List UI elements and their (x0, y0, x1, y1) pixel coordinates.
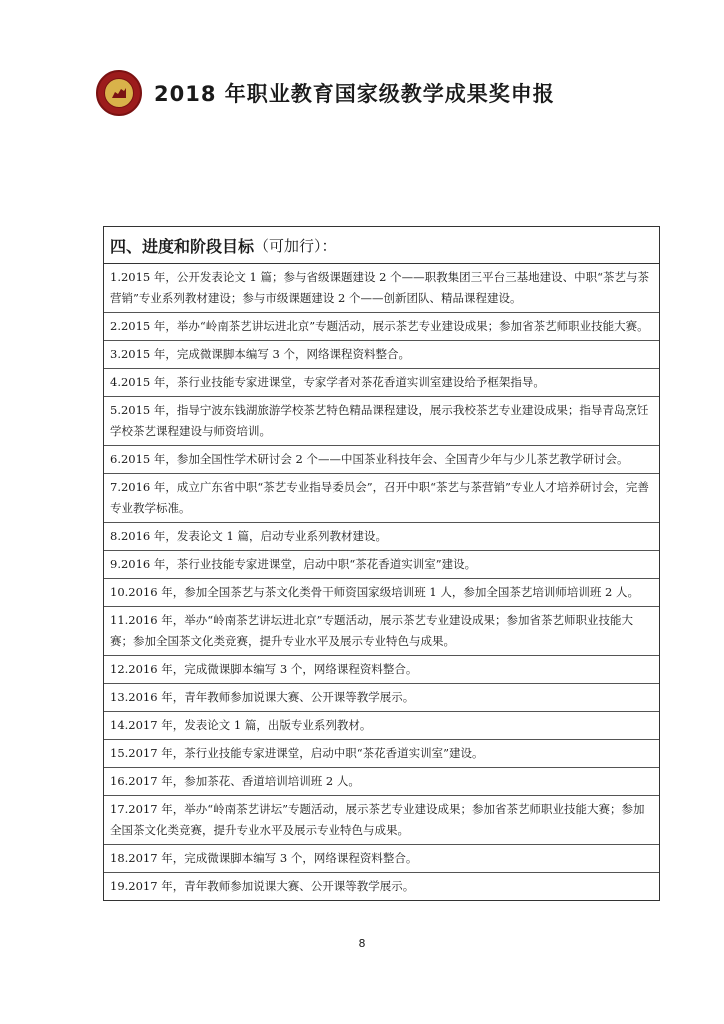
table-row: 3.2015 年，完成微课脚本编写 3 个，网络课程资料整合。 (104, 341, 659, 369)
table-row: 6.2015 年，参加全国性学术研讨会 2 个——中国茶业科技年会、全国青少年与少儿茶艺教学研讨会。 (104, 446, 659, 474)
table-row: 4.2015 年，茶行业技能专家进课堂，专家学者对茶花香道实训室建设给予框架指导。 (104, 369, 659, 397)
table-row: 8.2016 年，发表论文 1 篇，启动专业系列教材建设。 (104, 523, 659, 551)
table-row: 18.2017 年，完成微课脚本编写 3 个，网络课程资料整合。 (104, 845, 659, 873)
table-row: 19.2017 年，青年教师参加说课大赛、公开课等教学展示。 (110, 879, 415, 893)
section-heading (104, 227, 659, 264)
page-number: 8 (358, 937, 366, 950)
school-emblem-icon (96, 70, 142, 116)
section-heading-note: （可加行）： (254, 236, 337, 255)
table-row: 9.2016 年，茶行业技能专家进课堂，启动中职“茶花香道实训室”建设。 (104, 551, 659, 579)
table-row: 16.2017 年，参加茶花、香道培训培训班 2 人。 (104, 768, 659, 796)
table-row: 11.2016 年，举办“岭南茶艺讲坛进北京”专题活动，展示茶艺专业建设成果；参加省茶艺师职业技能大赛；参加全国茶文化类竞赛，提升专业水平及展示专业特色与成果。 (104, 607, 659, 656)
table-row: 17.2017 年，举办“岭南茶艺讲坛”专题活动，展示茶艺专业建设成果；参加省茶艺师职业技能大赛；参加全国茶文化类竞赛，提升专业水平及展示专业特色与成果。 (104, 796, 659, 845)
document-title: 2018 年职业教育国家级教学成果奖申报 (154, 82, 555, 106)
page-header (96, 70, 555, 116)
table-row: 7.2016 年，成立广东省中职“茶艺专业指导委员会”，召开中职“茶艺与茶营销”专业人才培养研讨会，完善专业教学标准。 (104, 474, 659, 523)
table-row: 1.2015 年，公开发表论文 1 篇；参与省级课题建设 2 个——职教集团三平台三基地建设、中职“茶艺与茶营销”专业系列教材建设；参与市级课题建设 2 个——创新团队、精品课程建设。 (104, 264, 659, 313)
table-row: 10.2016 年，参加全国茶艺与茶文化类骨干师资国家级培训班 1 人，参加全国茶艺培训师培训班 2 人。 (104, 579, 659, 607)
section-heading-text: 四、进度和阶段目标 (110, 236, 255, 256)
table-row: 2.2015 年，举办“岭南茶艺讲坛进北京”专题活动，展示茶艺专业建设成果；参加省茶艺师职业技能大赛。 (104, 313, 659, 341)
table-row: 13.2016 年，青年教师参加说课大赛、公开课等教学展示。 (104, 684, 659, 712)
table-row: 5.2015 年，指导宁波东钱湖旅游学校茶艺特色精品课程建设，展示我校茶艺专业建设成果；指导青岛烹饪学校茶艺课程建设与师资培训。 (104, 397, 659, 446)
table-row: 15.2017 年，茶行业技能专家进课堂，启动中职“茶花香道实训室”建设。 (104, 740, 659, 768)
progress-table (103, 226, 660, 901)
table-row: 12.2016 年，完成微课脚本编写 3 个，网络课程资料整合。 (104, 656, 659, 684)
table-row: 14.2017 年，发表论文 1 篇，出版专业系列教材。 (104, 712, 659, 740)
